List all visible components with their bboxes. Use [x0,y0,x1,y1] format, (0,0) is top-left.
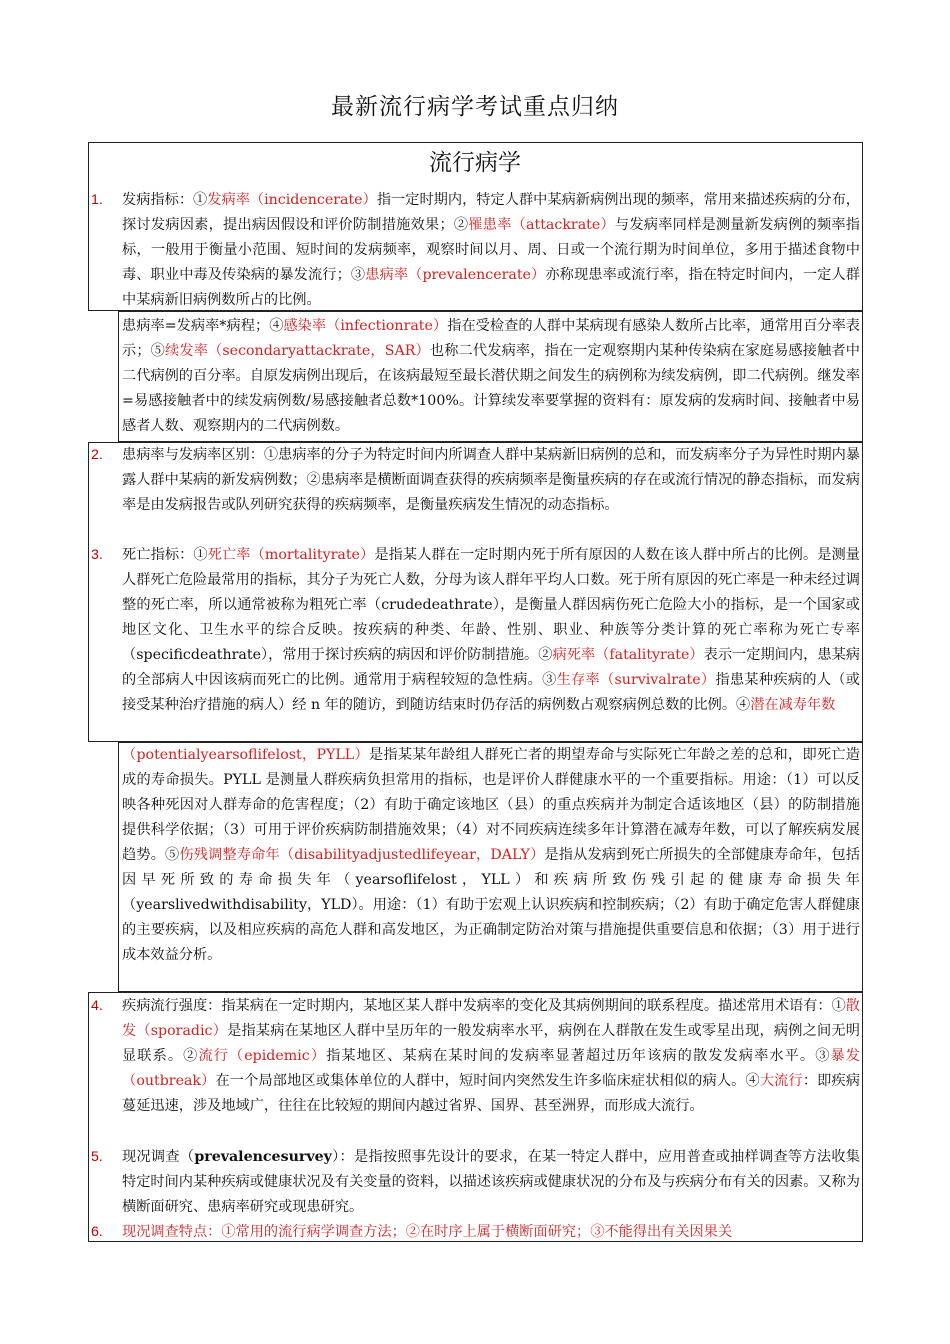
highlighted-term: 病死率（fatalityrate） [552,647,704,663]
paragraph-text: ：即疾病蔓延迅速，涉及地域广，往往在比较短的期间内越过省界、国界、甚至洲界，而形成大流行。 [122,1073,860,1114]
paragraph-text: 也称二代发病率，指在一定观察期内某种传染病在家庭易感接触者中二代病例的百分率。自原发病例出现后，在该病最短至最长潜伏期之间发生的病例称为续发病例，即二代病例。继发率=易感接触者中的续发病例数/易感接触者总数*100%。计算续发率要掌握的资料有：原发病的发病时间、接触者中易感者人数、观察期内的二代病例数。 [122,343,860,434]
highlighted-term: 潜在减寿年数 [750,697,836,713]
paragraph-text: prevalencesurvey [194,1149,332,1165]
paragraph-text: 是指某人群在一定时期内死于所有原因的人数在该人群中所占的比例。是测量人群死亡危险最常用的指标，其分子为死亡人数，分母为该人群年平均人口数。死于所有原因的死亡率是一种未经过调整的死亡率，所以通常被称为粗死亡率（crudedeathrate），是衡量人群因病伤死亡危险大小的指标，是一个国家或地区文化、卫生水平的综合反映。按疾病的种类、年龄、性别、职业、种族等分类计算的死亡率称为死亡专率（specificdeathrate），常用于探讨疾病的病因和评价防制措施。② [122,547,860,663]
paragraph-text: 指某地区、某病在某时间的发病率显著超过历年该病的散发发病率水平。③ [326,1048,831,1064]
paragraph-prevalence-vs-incidence [122,443,860,543]
paragraph-text: 表示一定期间内，患某病的全部病人中因该病而死亡的比例。通常用于病程较短的急性病。③ [122,647,860,688]
item-number-2: 2. [91,447,103,463]
paragraph-text: 现况调查（ [122,1149,195,1165]
highlighted-term: 大流行 [759,1073,803,1089]
paragraph-text: 疾病流行强度：指某病在一定时期内，某地区某人群中发病率的变化及其病例期间的联系程度。描述常用术语有：① [122,998,846,1014]
highlighted-term: 死亡率（mortalityrate） [207,547,375,563]
paragraph-text: 亦称现患率或流行率，指在特定时间内，一定人群中某病新旧病例数所占的比例。 [122,267,860,308]
paragraph-text: 在一个局部地区或集体单位的人群中，短时间内突然发生许多临床症状相似的病人。④ [215,1073,760,1089]
paragraph-mortality-indicators [122,543,860,743]
section-heading: 流行病学 [429,150,521,176]
paragraph-text: 是指从发病到死亡所损失的全部健康寿命年，包括因早死所致的寿命损失年（yearsoflifelost，YLL）和疾病所致伤残引起的健康寿命损失年（yearslivedwithdisability，YLD）。用途：（1）有助于宏观上认识疾病和控制疾病；（2）有助于确定危害人群健康的主要疾病，以及相应疾病的高危人群和高发地区，为正确制定防治对策与措施提供重要信息和依据；（3）用于进行成本效益分析。 [122,847,860,963]
highlighted-term: 暴发（outbreak） [122,1048,860,1089]
highlighted-term: 现况调查特点：①常用的流行病学调查方法；②在时序上属于横断面研究；③不能得出有关因果关 [122,1224,733,1240]
paragraph-text: ）：是指按照事先设计的要求，在某一特定人群中，应用普查或抽样调查等方法收集特定时间内某种疾病或健康状况及有关变量的资料，以描述该疾病或健康状况的分布及与疾病分布有关的因素。又称为横断面研究、患病率研究或现患研究。 [122,1149,860,1215]
highlighted-term: 生存率（survivalrate） [556,672,716,688]
paragraph-text: 与发病率同样是测量新发病例的频率指标，一般用于衡量小范围、短时间的发病频率，观察时间以月、周、日或一个流行期为时间单位，多用于描述食物中毒、职业中毒及传染病的暴发流行；③ [122,217,860,283]
document-title: 最新流行病学考试重点归纳 [331,94,619,120]
paragraph-text: 指在受检查的人群中某病现有感染人数所占比率，通常用百分率表示；⑤ [122,318,860,359]
paragraph-text: 是指某病在某地区人群中呈历年的一般发病率水平，病例在人群散在发生或零星出现，病例之间无明显联系。② [122,1023,860,1064]
paragraph-text: 指患某种疾病的人（或接受某种治疗措施的病人）经 n 年的随访，到随访结束时仍存活的病例数占观察病例总数的比例。④ [122,672,860,713]
item-number-5: 5. [91,1149,103,1165]
paragraph-text: 患病率=发病率*病程；④ [122,318,284,334]
highlighted-term: 发病率（incidencerate） [207,192,377,208]
highlighted-term: 感染率（infectionrate） [283,318,448,334]
item-number-4: 4. [91,998,103,1014]
highlighted-term: 续发率（secondaryattackrate，SAR） [165,343,430,359]
paragraph-text: 发病指标：① [122,192,208,208]
highlighted-term: 罹患率（attackrate） [468,217,615,233]
item-number-6: 6. [91,1224,103,1240]
paragraph-text: 指一定时期内，特定人群中某病新病例出现的频率，常用来描述疾病的分布，探讨发病因素，提出病因假设和评价防制措施效果；② [122,192,860,233]
highlighted-term: 流行（epidemic） [198,1048,327,1064]
paragraph-survey-features [122,1220,860,1245]
paragraph-text: 是指某某年龄组人群死亡者的期望寿命与实际死亡年龄之差的总和，即死亡造成的寿命损失。PYLL 是测量人群疾病负担常用的指标，也是评价人群健康水平的一个重要指标。用途：（1）可以反映各种死因对人群寿命的危害程度；（2）有助于确定该地区（县）的重点疾病并为制定合适该地区（县）的防制措施提供科学依据；（3）可用于评价疾病防制措施效果；（4）对不同疾病连续多年计算潜在减寿年数，可以了解疾病发展趋势。⑤ [122,747,860,863]
highlighted-term: （potentialyearsoflifelost，PYLL） [122,747,369,763]
paragraph-prevalence-infection [122,314,860,440]
highlighted-term: 散发（sporadic） [122,998,860,1039]
paragraph-epidemic-intensity [122,994,860,1144]
item-number-3: 3. [91,547,103,563]
paragraph-pyll-daly [122,743,860,993]
highlighted-term: 患病率（prevalencerate） [365,267,546,283]
paragraph-text: 死亡指标：① [122,547,208,563]
paragraph-incidence-indicators [122,188,860,313]
paragraph-prevalence-survey [122,1145,860,1220]
highlighted-term: 伤残调整寿命年（disabilityadjustedlifeyear，DALY） [179,847,545,863]
item-number-1: 1. [91,192,103,208]
paragraph-text: 患病率与发病率区别：①患病率的分子为特定时间内所调查人群中某病新旧病例的总和，而发病率分子为异性时期内暴露人群中某病的新发病例数；②患病率是横断面调查获得的疾病频率是衡量疾病的存在或流行情况的静态指标，而发病率是由发病报告或队列研究获得的疾病频率，是衡量疾病发生情况的动态指标。 [122,447,860,513]
